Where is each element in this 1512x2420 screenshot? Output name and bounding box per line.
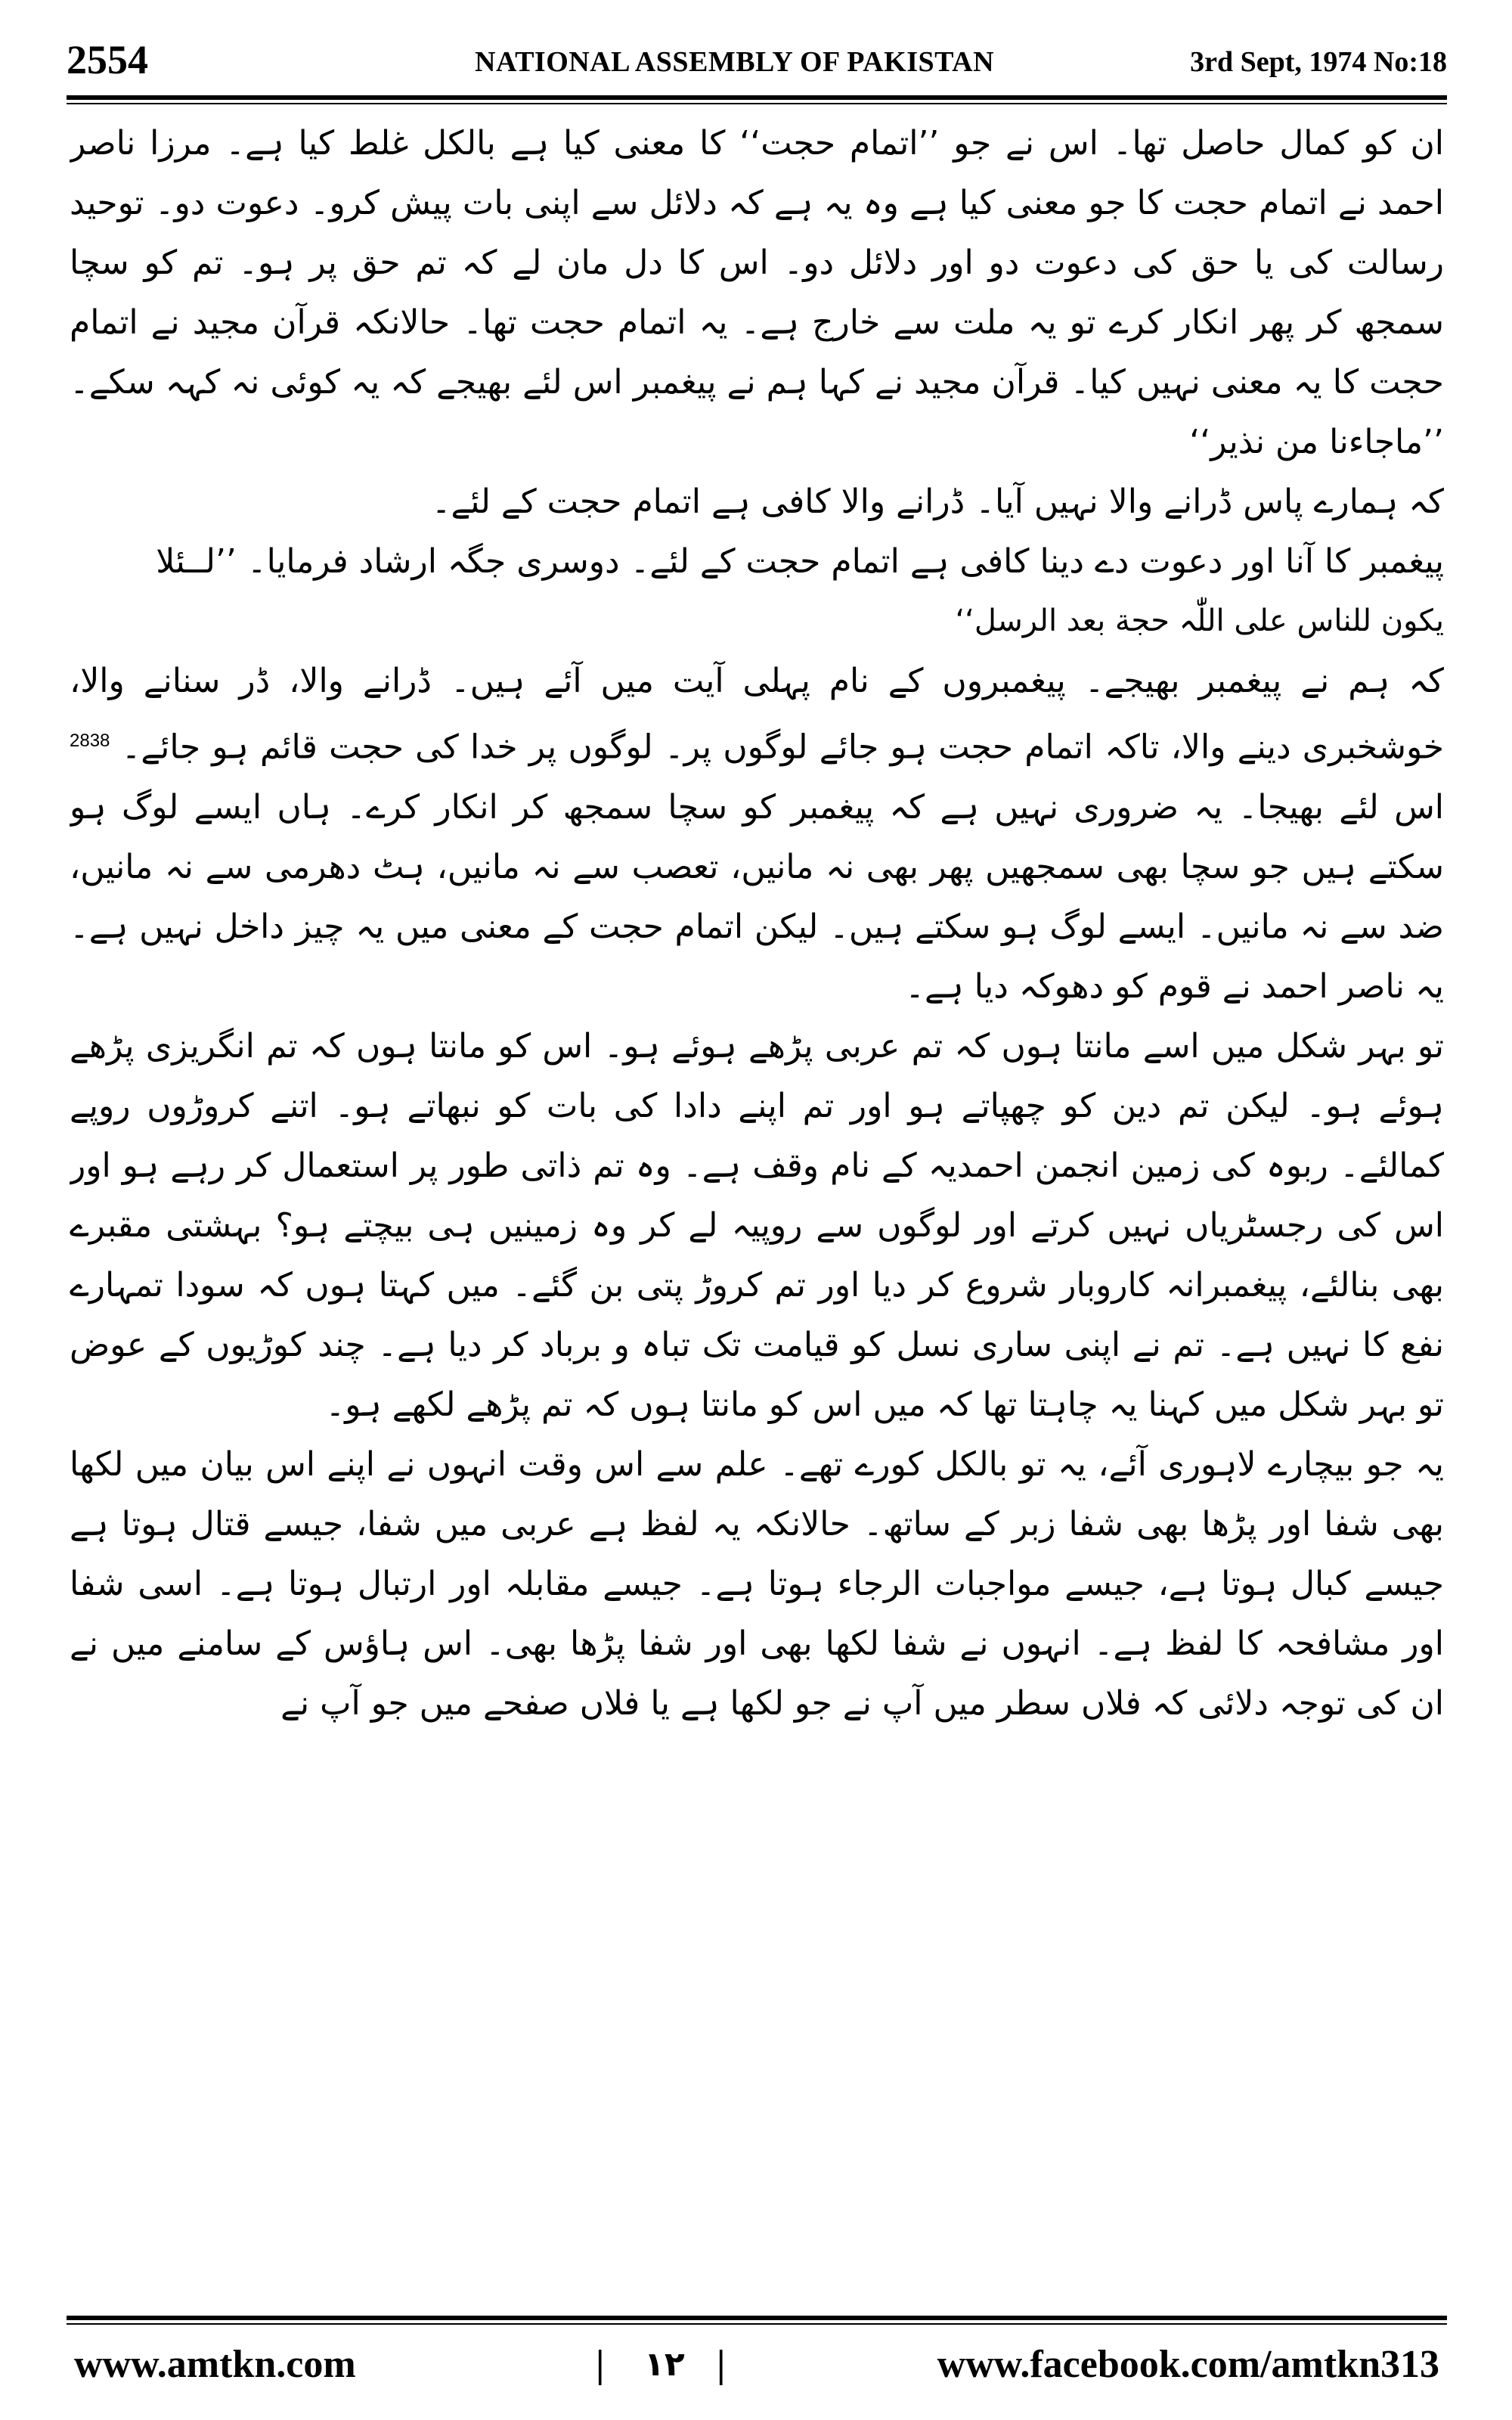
header-date: 3rd Sept, 1974 No:18 xyxy=(1190,46,1447,78)
paragraph-with-footnote xyxy=(70,651,1444,1016)
footer-rule-thin xyxy=(67,2323,1447,2325)
footer-separator: | xyxy=(717,2343,726,2386)
header-rule-thin xyxy=(67,103,1447,104)
footer-separator: | xyxy=(596,2343,605,2386)
header-title: NATIONAL ASSEMBLY OF PAKISTAN xyxy=(475,46,995,78)
page-body xyxy=(70,113,1444,2276)
header-rule xyxy=(67,95,1447,100)
arabic-quote: یکون للناس علی اللّٰہ حجة بعد الرسل‘‘ xyxy=(955,603,1444,638)
page-footer xyxy=(67,2338,1447,2391)
footnote-marker: 2838 xyxy=(70,731,110,751)
footer-website-link[interactable]: www.amtkn.com xyxy=(74,2343,356,2386)
footer-facebook-link[interactable]: www.facebook.com/amtkn313 xyxy=(937,2343,1439,2386)
page-number: 2554 xyxy=(67,37,148,82)
footer-rule xyxy=(67,2316,1447,2320)
paragraph: پیغمبر کا آنا اور دعوت دے دینا کافی ہے اتمام حجت کے لئے۔ دوسری جگہ ارشاد فرمایا۔ ’’لــئلا xyxy=(156,542,1444,581)
paragraph: تو بہر شکل میں اسے مانتا ہوں کہ تم عربی پڑھے ہوئے ہو۔ اس کو مانتا ہوں کہ تم انگریزی پڑھے ہوئے ہو۔ لیکن تم دین کو چھپاتے ہو اور تم اپنے دادا کی بات کو نبھاتے ہو۔ اتنے کروڑوں روپے کمالئے۔ ربوہ کی زمین انجمن احمدیہ کے نام وقف ہے۔ وہ تم ذاتی طور پر استعمال کر رہے ہو اور اس کی رجسٹریاں نہیں کرتے اور لوگوں سے روپیہ لے کر وہ زمینیں ہی بیچتے ہو؟ بہشتی مقبرے بھی بنالئے، پیغمبرانہ کاروبار شروع کر دیا اور تم کروڑ پتی بن گئے۔ میں کہتا ہوں کہ سودا تمہارے نفع کا نہیں ہے۔ تم نے اپنی ساری نسل کو قیامت تک تباہ و برباد کر دیا ہے۔ چند کوڑیوں کے عوض تو بہر شکل میں کہنا یہ چاہتا تھا کہ میں اس کو مانتا ہوں کہ تم پڑھے لکھے ہو۔ xyxy=(70,1026,1444,1424)
paragraph: یہ جو بیچارے لاہوری آئے، یہ تو بالکل کورے تھے۔ علم سے اس وقت انہوں نے اپنے اس بیان میں لکھا بھی شفا اور پڑھا بھی شفا زبر کے ساتھ۔ حالانکہ یہ لفظ ہے عربی میں شفا، جیسے قتال ہوتا ہے جیسے کبال ہوتا ہے، جیسے مواجبات الرجاء ہوتا ہے۔ جیسے مقابلہ اور ارتبال ہوتا ہے۔ اسی شفا اور مشافحہ کا لفظ ہے۔ انہوں نے شفا لکھا بھی اور شفا پڑھا بھی۔ اس ہاؤس کے سامنے میں نے ان کی توجہ دلائی کہ فلاں سطر میں آپ نے جو لکھا ہے یا فلاں صفحے میں جو آپ نے xyxy=(70,1444,1444,1723)
paragraph-text: اس لئے بھیجا۔ یہ ضروری نہیں ہے کہ پیغمبر کو سچا سمجھ کر انکار کرے۔ ہاں ایسے لوگ ہو سکتے ہیں جو سچا بھی سمجھیں پھر بھی نہ مانیں، تعصب سے نہ مانیں، ہٹ دھرمی سے نہ مانیں، ضد سے نہ مانیں۔ ایسے لوگ ہو سکتے ہیں۔ لیکن اتمام حجت کے معنی میں یہ چیز داخل نہیں ہے۔ یہ ناصر احمد نے قوم کو دھوکہ دیا ہے۔ xyxy=(70,787,1444,1006)
paragraph: کہ ہمارے پاس ڈرانے والا نہیں آیا۔ ڈرانے والا کافی ہے اتمام حجت کے لئے۔ xyxy=(431,482,1444,521)
paragraph-text: کہ ہم نے پیغمبر بھیجے۔ پیغمبروں کے نام پہلی آیت میں آئے ہیں۔ ڈرانے والا، ڈر سنانے والا، خوشخبری دینے والا، تاکہ اتمام حجت ہو جائے لوگوں پر۔ لوگوں پر خدا کی حجت قائم ہو جائے۔ xyxy=(70,662,1444,767)
paragraph: ان کو کمال حاصل تھا۔ اس نے جو ’’اتمام حجت‘‘ کا معنی کیا ہے بالکل غلط کیا ہے۔ مرزا ناصر احمد نے اتمام حجت کا جو معنی کیا ہے وہ یہ ہے کہ دلائل سے اپنی بات پیش کرو۔ دعوت دو۔ توحید رسالت کی یا حق کی دعوت دو اور دلائل دو۔ اس کا دل مان لے کہ تم حق پر ہو۔ تم کو سچا سمجھ کر پھر انکار کرے تو یہ ملت سے خارج ہے۔ یہ اتمام حجت تھا۔ حالانکہ قرآن مجید نے اتمام حجت کا یہ معنی نہیں کیا۔ قرآن مجید نے کہا ہم نے پیغمبر اس لئے بھیجے کہ یہ کوئی نہ کہہ سکے۔ ’’ماجاءنا من نذیر‘‘ xyxy=(70,124,1444,461)
footer-page-number: ۱۲ xyxy=(644,2345,685,2384)
page-header xyxy=(67,36,1447,83)
